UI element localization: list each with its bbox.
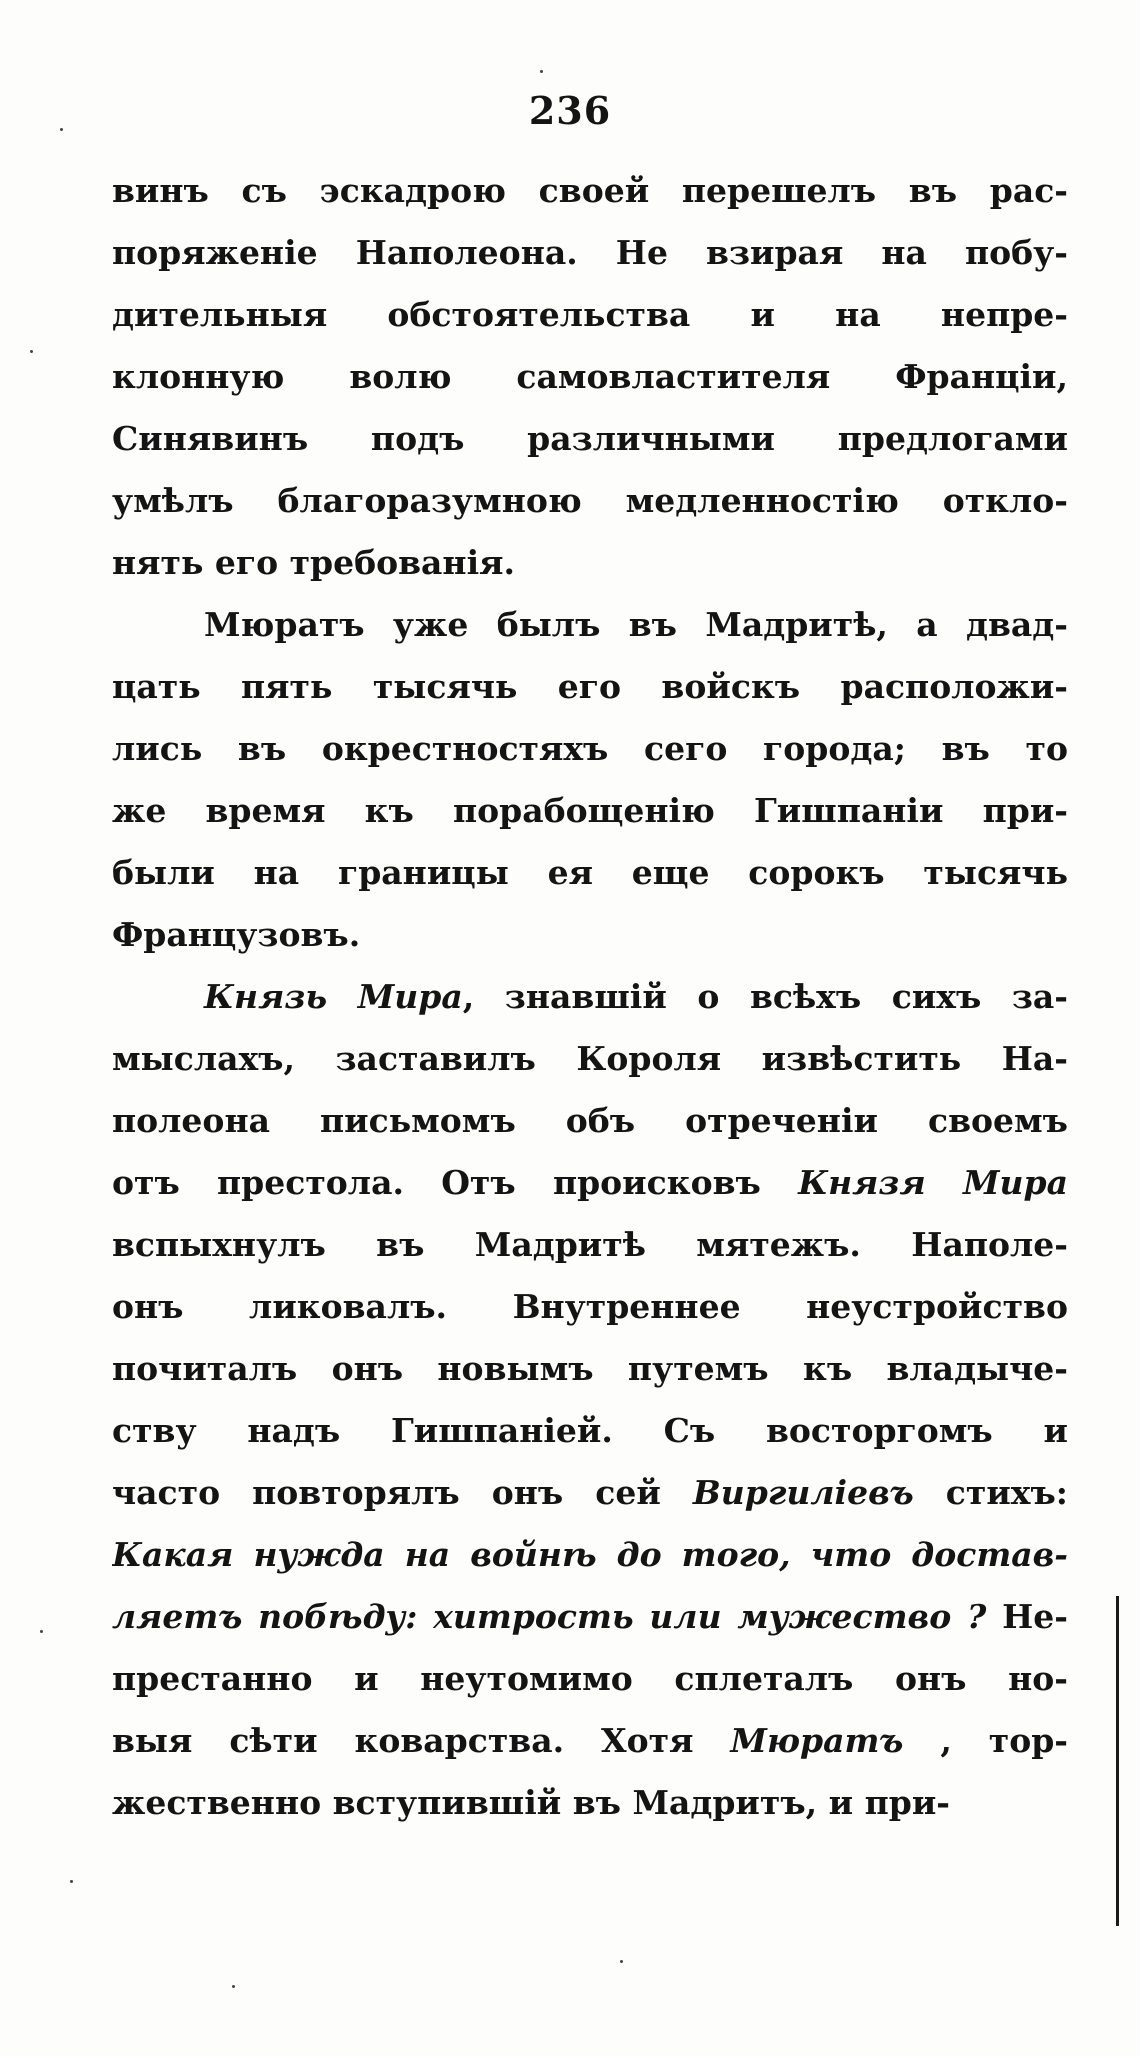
text-segment: престанно и неутомимо сплеталъ онъ но- (112, 1659, 1068, 1698)
text-line (112, 1152, 1068, 1214)
text-line (112, 346, 1068, 408)
print-speck (40, 1630, 43, 1633)
text-line (112, 408, 1068, 470)
text-segment: клонную волю самовластителя Франціи, (112, 357, 1068, 396)
text-line (112, 1400, 1068, 1462)
text-segment: почиталъ онъ новымъ путемъ къ владыче- (112, 1349, 1068, 1388)
text-segment: Мюратъ уже былъ въ Мадритѣ, а двад- (204, 605, 1068, 644)
print-speck (620, 1960, 623, 1963)
text-line (112, 160, 1068, 222)
text-line (112, 284, 1068, 346)
text-segment: лись въ окрестностяхъ сего города; въ то (112, 729, 1068, 768)
text-segment: отъ престола. Отъ происковъ (112, 1163, 799, 1202)
text-line (112, 222, 1068, 284)
italic-text-segment: Князь Мира (204, 977, 463, 1016)
margin-rule (1116, 1596, 1119, 1926)
text-segment: жественно вступившій въ Мадритъ, и при- (112, 1783, 951, 1822)
text-line (112, 532, 1068, 594)
text-line (112, 966, 1068, 1028)
text-segment: умѣлъ благоразумною медленностію отклo- (112, 481, 1068, 520)
text-line (112, 1214, 1068, 1276)
text-line (112, 656, 1068, 718)
text-segment: нять его требованія. (112, 543, 515, 582)
text-segment: же время къ порабощенію Гишпаніи при- (112, 791, 1068, 830)
text-line (112, 842, 1068, 904)
text-line (112, 1648, 1068, 1710)
text-segment: дительныя обстоятельства и на непре- (112, 295, 1068, 334)
text-line (112, 1090, 1068, 1152)
text-segment: онъ ликовалъ. Внутреннее неустройство (112, 1287, 1068, 1326)
body-text (112, 160, 1068, 1834)
text-segment: цать пять тысячь его войскъ расположи- (112, 667, 1068, 706)
text-segment: Синявинъ подъ различными предлогами (112, 419, 1068, 458)
page-number: 236 (528, 88, 612, 133)
italic-text-segment: Мюратъ (730, 1721, 904, 1760)
print-speck (70, 1880, 73, 1883)
text-segment: полеона письмомъ объ отреченіи своемъ (112, 1101, 1068, 1140)
text-line (112, 1772, 1068, 1834)
text-line (112, 1462, 1068, 1524)
text-segment: Французовъ. (112, 915, 361, 954)
text-line (112, 1586, 1068, 1648)
text-line (112, 1028, 1068, 1090)
text-line (112, 470, 1068, 532)
print-speck (60, 128, 63, 131)
text-segment: поряженіе Наполеона. Не взирая на побу- (112, 233, 1068, 272)
text-segment: , тор- (903, 1721, 1068, 1760)
text-segment: вспыхнулъ въ Мадритѣ мятежъ. Наполе- (112, 1225, 1068, 1264)
text-segment: Не- (986, 1597, 1068, 1636)
print-speck (540, 70, 543, 73)
italic-text-segment: ляетъ побѣду: хитрость или мужество ? (112, 1597, 987, 1636)
text-line (112, 1338, 1068, 1400)
text-line (112, 594, 1068, 656)
text-segment: ству надъ Гишпаніей. Съ восторгомъ и (112, 1411, 1068, 1450)
text-line (112, 1524, 1068, 1586)
italic-text-segment: Какая нужда на войнѣ до того, что достав- (112, 1535, 1068, 1574)
text-segment: винъ съ эскадрою своей перешелъ въ рас- (112, 171, 1068, 210)
text-line (112, 718, 1068, 780)
print-speck (30, 350, 33, 353)
text-line (112, 1710, 1068, 1772)
text-segment: выя сѣти коварства. Хотя (112, 1721, 731, 1760)
text-line (112, 780, 1068, 842)
text-segment: мыслахъ, заставилъ Короля извѣстить На- (112, 1039, 1068, 1078)
text-segment: были на границы ея еще сорокъ тысячь (112, 853, 1068, 892)
italic-text-segment: Виргиліевъ (692, 1473, 914, 1512)
text-line (112, 1276, 1068, 1338)
text-segment: стихъ: (913, 1473, 1068, 1512)
text-segment: часто повторялъ онъ сей (112, 1473, 693, 1512)
print-speck (232, 1985, 235, 1988)
text-line (112, 904, 1068, 966)
text-segment: , знавшій о всѣхъ сихъ за- (462, 977, 1068, 1016)
italic-text-segment: Князя Мира (798, 1163, 1068, 1202)
